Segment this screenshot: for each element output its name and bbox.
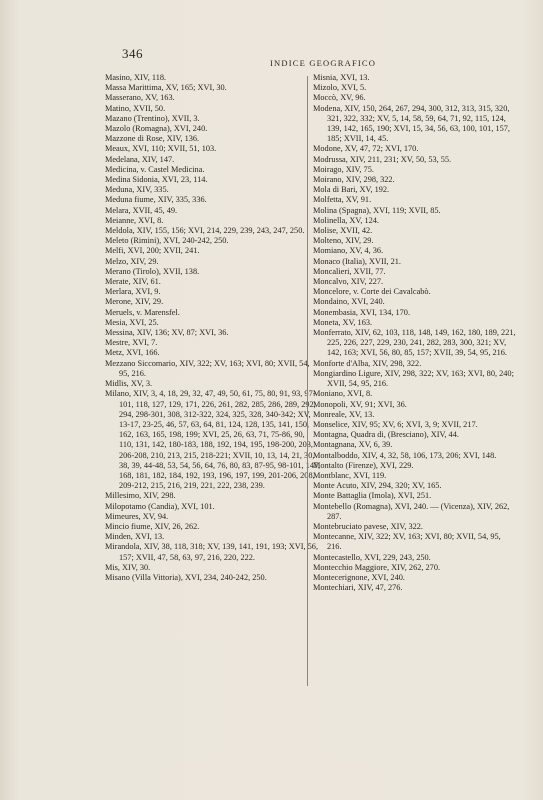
index-entry: Moncalieri, XVII, 77. bbox=[313, 266, 386, 276]
index-entry: Melara, XVII, 45, 49. bbox=[105, 205, 178, 215]
index-entry: Monaco (Italia), XVII, 21. bbox=[313, 256, 402, 266]
index-entry: Montagna, Quadra di, (Bresciano), XIV, 44. bbox=[313, 430, 459, 440]
index-entry: Molfetta, XV, 91. bbox=[313, 195, 372, 205]
index-entry: Merate, XIV, 61. bbox=[105, 277, 161, 287]
index-entry: Milopotamo (Candia), XVI, 101. bbox=[105, 501, 215, 511]
index-entry: Monforte d'Alba, XIV, 298, 322. bbox=[313, 358, 422, 368]
index-entry: Mola di Bari, XV, 192. bbox=[313, 185, 390, 195]
index-entry: Moncalvo, XIV, 227. bbox=[313, 277, 384, 287]
index-entry: Mesia, XVI, 25. bbox=[105, 317, 159, 327]
index-entry: Mezzano Siccomario, XIV, 322; XV, 163; XVI, 80; XVII, 54, 95, 216. bbox=[105, 358, 310, 378]
index-entry: Monreale, XV, 13. bbox=[313, 409, 375, 419]
index-entry: Metz, XVI, 166. bbox=[105, 348, 160, 358]
index-entry: Moccò, XV, 96. bbox=[313, 93, 366, 103]
index-entry: Montebello (Romagna), XVI, 240. — (Vicenza), XIV, 262, 287. bbox=[313, 501, 510, 521]
index-entry: Monferrato, XIV, 62, 103, 118, 148, 149, 162, 180, 189, 221, 225, 226, 227, 229, 230, 241, 282, 283, 300, 321; XV, 142, 163; XVI, 56, 80, 85, 157; XVII, 39, 54, 95, 216. bbox=[313, 328, 516, 358]
index-entry: Monopoli, XV, 91; XVI, 36. bbox=[313, 399, 407, 409]
index-entry: Matino, XVII, 50. bbox=[105, 103, 166, 113]
index-entry: Montagnana, XV, 6, 39. bbox=[313, 440, 393, 450]
index-entry: Melzo, XIV, 29. bbox=[105, 256, 159, 266]
index-entry: Medelana, XIV, 147. bbox=[105, 154, 175, 164]
index-entry: Mestre, XVI, 7. bbox=[105, 338, 158, 348]
index-entry: Mirandola, XIV, 38, 118, 318; XV, 139, 141, 191, 193; XVI, 56, 157; XVII, 47, 58, 63, 97, 216, 220, 222. bbox=[105, 542, 319, 562]
running-head: INDICE GEOGRAFICO bbox=[270, 58, 377, 68]
index-entry: Medicina, v. Castel Medicina. bbox=[105, 164, 205, 174]
index-entry: Masserano, XV, 163. bbox=[105, 93, 175, 103]
index-entry: Mizolo, XVI, 5. bbox=[313, 83, 367, 93]
page-number: 346 bbox=[122, 46, 143, 61]
index-entry: Moniano, XVI, 8. bbox=[313, 389, 373, 399]
index-entry: Modrussa, XIV, 211, 231; XV, 50, 53, 55. bbox=[313, 154, 452, 164]
index-entry: Montalboddo, XIV, 4, 32, 58, 106, 173, 206; XVI, 148. bbox=[313, 450, 497, 460]
index-entry: Montebruciato pavese, XIV, 322. bbox=[313, 521, 423, 531]
index-entry: Milano, XIV, 3, 4, 18, 29, 32, 47, 49, 50, 61, 75, 80, 91, 93, 97-101, 118, 127, 129, 171, 226, 261, 282, 285, 286, 289, 292, 294, 298-301, 308, 312-322, 324, 325, 328, 340-342; XV, 13-17, 23-25, 46, 57, 63, 64, 81, 124, 128, 135, 141, 150, 162, 163, 165, 198, 199; XVI, 25, 26, 63, 71, 75-86, 90, 110, 131, 142, 180-183, 188, 192, 194, 195, 198-200, 203, 206-208, 210, 213, 215, 218-221; XVII, 10, 13, 14, 21, 30, 38, 39, 44-48, 53, 54, 56, 64, 76, 80, 83, 87-95, 98-101, 147, 168, 181, 182, 184, 192, 193, 196, 197, 199, 201-206, 208, 209-212, 215, 216, 219, 221, 222, 238, 239. bbox=[105, 389, 321, 491]
index-entry: Molina (Spagna), XVI, 119; XVII, 85. bbox=[313, 205, 441, 215]
index-entry: Massa Marittima, XV, 165; XVI, 30. bbox=[105, 83, 227, 93]
index-entry: Monte Acuto, XIV, 294, 320; XV, 165. bbox=[313, 481, 442, 491]
index-entry: Masino, XIV, 118. bbox=[105, 73, 167, 82]
index-entry: Meduna fiume, XIV, 335, 336. bbox=[105, 195, 207, 205]
index-entry: Merano (Tirolo), XVII, 138. bbox=[105, 266, 200, 276]
index-entry: Mimeures, XV, 94. bbox=[105, 511, 169, 521]
index-entry: Meldola, XIV, 155, 156; XVI, 214, 229, 239, 243, 247, 250. bbox=[105, 226, 305, 236]
index-entry: Mazolo (Romagna), XVI, 240. bbox=[105, 124, 208, 134]
index-entry: Montalto (Firenze), XVI, 229. bbox=[313, 460, 414, 470]
index-entry: Modena, XIV, 150, 264, 267, 294, 300, 312, 313, 315, 320, 321, 322, 332; XV, 5, 14, 58, 59, 64, 71, 92, 115, 124, 139, 142, 165, 190; XVI, 15, 34, 56, 63, 100, 101, 157, 185; XVII, 14, 45. bbox=[313, 103, 510, 144]
index-column-left bbox=[105, 73, 321, 583]
index-entry: Mis, XIV, 30. bbox=[105, 562, 151, 572]
index-entry: Moirano, XIV, 298, 322. bbox=[313, 175, 395, 185]
index-entry: Molteno, XIV, 29. bbox=[313, 236, 374, 246]
index-entry: Meleto (Rimini), XVI, 240-242, 250. bbox=[105, 236, 229, 246]
index-entry: Mongiardino Ligure, XIV, 298, 322; XV, 163; XVI, 80, 240; XVII, 54, 95, 216. bbox=[313, 368, 514, 389]
index-entry: Meaux, XVI, 110; XVII, 51, 103. bbox=[105, 144, 217, 154]
index-entry: Meduna, XIV, 335. bbox=[105, 185, 169, 195]
index-entry: Merone, XIV, 29. bbox=[105, 297, 164, 307]
index-entry: Medina Sidonia, XVI, 23, 114. bbox=[105, 175, 208, 185]
index-entry: Montecanne, XIV, 322; XV, 163; XVI, 80; XVII, 54, 95, 216. bbox=[313, 532, 501, 552]
index-entry: Midlis, XV, 3. bbox=[105, 379, 153, 389]
index-entry: Melfi, XVI, 200; XVII, 241. bbox=[105, 246, 200, 256]
index-entry: Montechiari, XIV, 47, 276. bbox=[313, 583, 403, 593]
index-entry: Misano (Villa Vittoria), XVI, 234, 240-242, 250. bbox=[105, 572, 267, 582]
index-entry: Millesimo, XIV, 298. bbox=[105, 491, 176, 501]
index-entry: Montblanc, XVI, 119. bbox=[313, 470, 387, 480]
index-entry: Misnia, XVI, 13. bbox=[313, 73, 370, 82]
index-entry: Monte Battaglia (Imola), XVI, 251. bbox=[313, 491, 432, 501]
index-entry: Molise, XVII, 42. bbox=[313, 226, 373, 236]
index-entry: Mondaino, XVI, 240. bbox=[313, 297, 385, 307]
index-column-right bbox=[313, 73, 517, 593]
index-entry: Monembasia, XVI, 134, 170. bbox=[313, 307, 411, 317]
index-entry: Mincio fiume, XIV, 26, 262. bbox=[105, 521, 200, 531]
index-entry: Momiano, XV, 4, 36. bbox=[313, 246, 384, 256]
index-entry: Mazzone di Rose, XIV, 136. bbox=[105, 134, 200, 144]
index-entry: Montecastello, XVI, 229, 243, 250. bbox=[313, 552, 431, 562]
index-entry: Merlara, XVI, 9. bbox=[105, 287, 161, 297]
index-entry: Montecchio Maggiore, XIV, 262, 270. bbox=[313, 562, 441, 572]
index-entry: Meruels, v. Marensfel. bbox=[105, 307, 180, 317]
index-entry: Molinella, XV, 124. bbox=[313, 215, 379, 225]
index-entry: Moncelore, v. Corte dei Cavalcabò. bbox=[313, 287, 431, 297]
index-entry: Monselice, XIV, 95; XV, 6; XVI, 3, 9; XVII, 217. bbox=[313, 419, 478, 429]
index-entry: Moirago, XIV, 75. bbox=[313, 164, 374, 174]
index-entry: Mazano (Trentino), XVII, 3. bbox=[105, 113, 200, 123]
index-entry: Meianne, XVI, 8. bbox=[105, 215, 164, 225]
index-entry: Minden, XVI, 13. bbox=[105, 532, 165, 542]
index-entry: Messina, XIV, 136; XV, 87; XVI, 36. bbox=[105, 328, 229, 338]
index-entry: Moneta, XV, 163. bbox=[313, 317, 373, 327]
index-entry: Montecerignone, XVI, 240. bbox=[313, 572, 405, 582]
index-entry: Modone, XV, 47, 72; XVI, 170. bbox=[313, 144, 419, 154]
